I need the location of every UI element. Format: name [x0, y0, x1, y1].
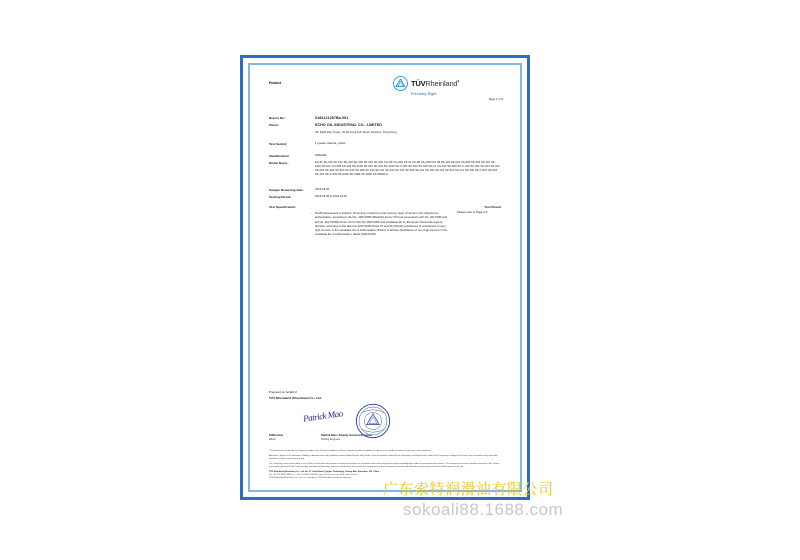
footer-legal-2: Attention is drawn to the limitation of liability, indemnification and jurisdiction issues defined therein. Any holder of this document is advised that information contained hereon reflects the Company's findings at the time of its intervention only and within the limits of Client's instructions, if any.	[269, 454, 498, 460]
page-number: Page 1 of 9	[488, 97, 503, 101]
test-specification-text	[310, 211, 457, 237]
field-client	[269, 123, 501, 128]
spec-bullet-gutter	[269, 211, 315, 236]
field-value: 2018-03-28 to 2018-04-02	[315, 194, 347, 198]
test-specification-label: Test Specification:	[269, 205, 297, 210]
footer-legal-3: The Company's sole responsibility is to its Client and this document does not exonerate parties to a transaction from exercising all their rights and obligations under the transaction documents. This document cannot be reproduced except in full, without prior written approval of the Company. Any unauthorized alteration, forgery or falsification of the content or appearance of this document is unlawful and offenders may be prosecuted to the fullest extent of the law.	[269, 462, 500, 468]
signature-company: TÜV Rheinland (Shenzhen) Co., Ltd.	[269, 395, 322, 400]
signature-row	[269, 402, 501, 436]
test-specification-body	[255, 211, 515, 236]
signer-role-left: Editor	[269, 437, 276, 441]
signature-area	[255, 391, 515, 441]
report-fields	[255, 116, 515, 199]
certificate-page	[255, 70, 515, 485]
watermark-chinese-company: 广东索特润滑油有限公司	[383, 481, 554, 498]
field-label: Testing Period:	[269, 194, 292, 199]
document-header	[255, 70, 515, 116]
field-label: Model No(s).:	[269, 160, 289, 165]
field-report-no	[269, 116, 501, 121]
model-number-list: EH-11 SK-015 SK-201 SK-202 SK-203 SK-001 SK-220 CH-NP CH-300 KS-01 KS-08 KS-2000 KS-08 SK-103 SK-001 KS-005 SK-003 SK-101 SK-2110 SK-011 CH-205 KS-102 SK-2100 SK-012 SK-001 SK-1010 SK-C-301 SK-100 SK-108 SK-12 CH-103 SK-009 SK-C-210 SK-001 SK-012 SK-001 SK-009 SK-002 SK-003 SK-010 SK-009 SK-012 SK-011 SK-100 SK-011 SK-009 SK-011 SK-100 SK-011 SK-010 SK-011 SK-100 SK-C-015 SK-016 SK-100 SK-C-200 SK-0002 SK-0009 SK-0200 SK-50000-G	[315, 160, 500, 176]
footer-legal-1: This document is issued by the Company subject to its General Conditions of Service printed overleaf, available on request or accessible at www.tuv.com/terms_and_conditions.	[269, 449, 432, 452]
watermark-website: sokoali88.1688.com	[403, 500, 564, 519]
field-value: 0184121257Ba-001	[315, 116, 349, 120]
certificate-frame-inner	[248, 63, 522, 492]
product-label: Product	[269, 81, 282, 85]
footer-company-line: TÜV Rheinland (Shenzhen) Co., Ltd. No. 37, Guoli Road, Qinghu Technology, Tailong Bao, Shenzhen, P.R. China	[269, 470, 379, 473]
test-result-value: Please refer to Page 2-9	[457, 210, 488, 215]
document-footer	[255, 450, 515, 480]
company-seal-icon	[355, 403, 391, 439]
bullet-dash: –	[310, 211, 312, 216]
field-label: Test Item(s):	[269, 142, 288, 147]
tuv-brand-main: TÜV	[411, 78, 426, 88]
tuv-wordmark	[411, 80, 459, 88]
signer-role-right: Testing Engineer	[321, 437, 341, 441]
field-label	[269, 131, 315, 135]
field-model-no	[269, 161, 501, 177]
signer-name-left: Stilfred Hu	[269, 432, 284, 437]
field-identification	[269, 154, 501, 158]
test-result-label: Test Result	[484, 205, 501, 210]
tuv-triangle-icon	[393, 76, 408, 91]
test-specification-header	[255, 205, 515, 209]
signature-lead: Prepared on behalf of	[269, 389, 297, 394]
footer-footnote: TÜV Rheinland (Shenzhen) Co., Ltd. is a member of TÜV Rheinland Group of companies.	[269, 476, 352, 479]
field-value: ECHO OIL INDUSTRIAL CO., LIMITED	[315, 123, 382, 128]
field-label: Sample Receiving date:	[269, 188, 304, 193]
field-label: Report No.:	[269, 116, 286, 120]
certificate-frame-outer	[240, 55, 530, 500]
field-value: 1 grease material, yellow	[315, 142, 346, 146]
field-test-item	[269, 142, 501, 146]
field-value: GREASE	[315, 153, 327, 157]
field-label: Client:	[269, 123, 279, 128]
signer-name-right: Patrick Mao / Deputy General Engineer	[321, 432, 373, 437]
field-client-address	[269, 131, 501, 135]
spec-description: RoHS Assessment of Articles: Screening of cadmium and mercury, lead, chromium (VI) subjected to authorisation, according to EU No. 1907/2006 (REACH) Annex XVII (as amended by EU No. 2017/999 and EU No. 2017/1000) Annex XVII of EC No.1907/2006 and candidate list by European Chemicals Agency (ECHA), according to the (EC) No.1907/2006 Article 57 and 59 (59(10)) substances of substances of very high concern in the candidate list of Authorisation (SVHC) in articles (Substance of very high concern in the candidate list of Authorisation, dated 15/01/2018).	[315, 211, 448, 237]
field-testing-period	[269, 195, 501, 199]
field-value: 5/F Right Way Tower, No.39 Kong Koh Road, Kowloon, Hong Kong	[315, 130, 397, 134]
tuv-tagline: Precisely Right.	[411, 92, 438, 96]
tuv-logo-block	[393, 76, 503, 97]
tuv-brand-secondary: Rheinland	[425, 78, 458, 88]
registered-mark: ®	[457, 79, 460, 84]
field-label: Identification/	[269, 153, 290, 158]
field-value: 2018-03-28	[315, 188, 330, 192]
handwritten-signature: Patrick Mao	[302, 408, 344, 424]
footer-contact-line: Tel: +86 755 8828 0888 Fax: +86 755 8828 0218 Mail: service@chn.tuv.com Web: www.tuv.com	[269, 473, 358, 476]
field-sample-receiving-date	[269, 188, 501, 192]
